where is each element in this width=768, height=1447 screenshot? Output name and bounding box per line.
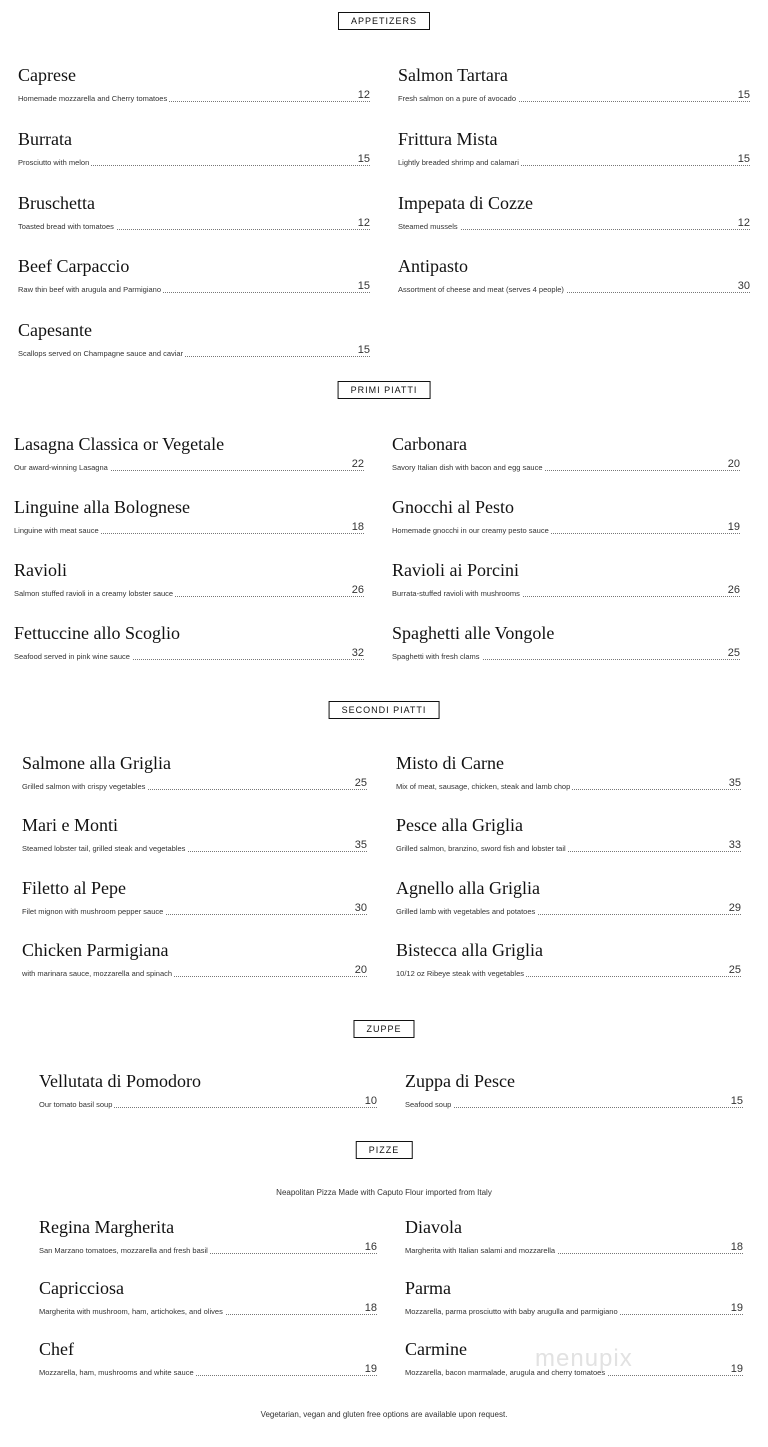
menu-item [18,64,370,102]
item-name: Pesce alla Griglia [396,815,523,835]
item-price: 30 [354,902,367,914]
item-description: Mozzarella, parma prosciutto with baby arugulla and parmigiano [405,1307,618,1316]
item-description: Toasted bread with tomatoes [18,222,114,231]
item-name: Agnello alla Griglia [396,878,540,898]
item-name: Ravioli ai Porcini [392,560,519,580]
item-price: 12 [357,217,370,229]
item-price: 12 [357,89,370,101]
item-name: Misto di Carne [396,753,504,773]
item-price: 16 [364,1241,377,1253]
item-price: 15 [357,344,370,356]
section-header-primi-piatti: PRIMI PIATTI [338,381,431,399]
section-header-pizze: PIZZE [356,1141,413,1159]
item-name: Vellutata di Pomodoro [39,1071,201,1091]
section-header-secondi-piatti: SECONDI PIATTI [329,701,440,719]
item-description: Grilled salmon, branzino, sword fish and lobster tail [396,844,566,853]
item-price: 26 [727,584,740,596]
item-description: 10/12 oz Ribeye steak with vegetables [396,969,524,978]
item-price: 19 [727,521,740,533]
menu-item [405,1216,743,1254]
item-description: Margherita with mushroom, ham, artichokes, and olives [39,1307,223,1316]
item-price: 30 [737,280,750,292]
menu-item [39,1070,377,1108]
item-price: 19 [730,1302,743,1314]
menu-item [396,939,741,977]
item-description: Seafood served in pink wine sauce [14,652,130,661]
item-name: Fettuccine allo Scoglio [14,623,180,643]
item-name: Salmon Tartara [398,65,508,85]
menu-item [39,1338,377,1376]
menu-item [398,255,750,293]
item-description: Fresh salmon on a pure of avocado [398,94,516,103]
item-description: with marinara sauce, mozzarella and spinach [22,969,173,978]
item-name: Chef [39,1339,74,1359]
item-name: Diavola [405,1217,462,1237]
item-price: 10 [364,1095,377,1107]
item-price: 22 [351,458,364,470]
menu-item [14,559,364,597]
item-description: Filet mignon with mushroom pepper sauce [22,907,164,916]
menu-item [396,752,741,790]
item-price: 35 [354,839,367,851]
item-price: 19 [730,1363,743,1375]
menu-item [405,1070,743,1108]
item-name: Mari e Monti [22,815,118,835]
item-description: Lightly breaded shrimp and calamari [398,158,519,167]
menu-item [14,622,364,660]
menu-item [392,622,740,660]
item-description: Savory Italian dish with bacon and egg sauce [392,463,543,472]
menu-item [22,814,367,852]
item-name: Linguine alla Bolognese [14,497,190,517]
item-name: Zuppa di Pesce [405,1071,515,1091]
menu-item [39,1277,377,1315]
item-price: 26 [351,584,364,596]
item-description: Assortment of cheese and meat (serves 4 people) [398,285,564,294]
item-price: 20 [354,964,367,976]
menu-item [405,1277,743,1315]
item-name: Caprese [18,65,76,85]
item-price: 15 [730,1095,743,1107]
menu-item [392,496,740,534]
section-header-appetizers: APPETIZERS [338,12,430,30]
item-price: 15 [357,280,370,292]
section-header-zuppe: ZUPPE [353,1020,414,1038]
menu-item [396,814,741,852]
item-name: Chicken Parmigiana [22,940,169,960]
menu-item [18,255,370,293]
item-price: 25 [727,647,740,659]
menu-item [14,496,364,534]
item-description: Grilled salmon with crispy vegetables [22,782,146,791]
item-description: Our tomato basil soup [39,1100,113,1109]
item-name: Bistecca alla Griglia [396,940,543,960]
item-name: Filetto al Pepe [22,878,126,898]
menu-item [398,128,750,166]
item-description: Steamed mussels [398,222,458,231]
item-name: Antipasto [398,256,468,276]
item-description: Mix of meat, sausage, chicken, steak and lamb chop [396,782,571,791]
item-price: 33 [728,839,741,851]
item-price: 25 [354,777,367,789]
item-name: Spaghetti alle Vongole [392,623,555,643]
menu-item [22,939,367,977]
menu-item [22,752,367,790]
item-price: 18 [730,1241,743,1253]
item-description: Burrata-stuffed ravioli with mushrooms [392,589,520,598]
item-name: Bruschetta [18,193,95,213]
item-price: 29 [728,902,741,914]
item-name: Salmone alla Griglia [22,753,171,773]
item-price: 15 [737,89,750,101]
item-description: Scallops served on Champagne sauce and caviar [18,349,184,358]
item-name: Capesante [18,320,92,340]
item-description: Seafood soup [405,1100,452,1109]
item-description: Steamed lobster tail, grilled steak and vegetables [22,844,186,853]
menu-item [39,1216,377,1254]
item-name: Regina Margherita [39,1217,175,1237]
menu-item [392,433,740,471]
item-price: 15 [357,153,370,165]
item-price: 15 [737,153,750,165]
item-name: Ravioli [14,560,67,580]
menu-item [18,319,370,357]
item-price: 18 [351,521,364,533]
menu-item [14,433,364,471]
item-name: Burrata [18,129,72,149]
menu-item [392,559,740,597]
item-price: 20 [727,458,740,470]
item-price: 19 [364,1363,377,1375]
pizze-note: Neapolitan Pizza Made with Caputo Flour imported from Italy [276,1188,492,1197]
item-name: Carmine [405,1339,467,1359]
menu-item [398,192,750,230]
item-description: Homemade mozzarella and Cherry tomatoes [18,94,168,103]
item-name: Capricciosa [39,1278,124,1298]
item-price: 18 [364,1302,377,1314]
item-name: Frittura Mista [398,129,498,149]
item-name: Parma [405,1278,451,1298]
item-price: 12 [737,217,750,229]
item-description: Mozzarella, bacon marmalade, arugula and cherry tomatoes [405,1368,606,1377]
item-name: Impepata di Cozze [398,193,533,213]
item-description: Linguine with meat sauce [14,526,99,535]
menu-item [18,128,370,166]
item-price: 32 [351,647,364,659]
menu-item [22,877,367,915]
item-price: 25 [728,964,741,976]
item-description: Raw thin beef with arugula and Parmigiano [18,285,162,294]
item-description: Margherita with Italian salami and mozzarella [405,1246,556,1255]
item-description: Grilled lamb with vegetables and potatoes [396,907,536,916]
item-name: Gnocchi al Pesto [392,497,514,517]
item-description: Mozzarella, ham, mushrooms and white sauce [39,1368,194,1377]
item-description: San Marzano tomatoes, mozzarella and fresh basil [39,1246,208,1255]
menu-item [396,877,741,915]
item-description: Prosciutto with melon [18,158,90,167]
footer-note: Vegetarian, vegan and gluten free options are available upon request. [260,1410,508,1419]
item-price: 35 [728,777,741,789]
item-name: Lasagna Classica or Vegetale [14,434,225,454]
item-description: Homemade gnocchi in our creamy pesto sauce [392,526,549,535]
menu-item [398,64,750,102]
item-description: Salmon stuffed ravioli in a creamy lobster sauce [14,589,174,598]
item-description: Our award-winning Lasagna [14,463,108,472]
item-name: Beef Carpaccio [18,256,130,276]
watermark-logo: menupix [535,1345,633,1372]
item-name: Carbonara [392,434,467,454]
menu-item [18,192,370,230]
item-description: Spaghetti with fresh clams [392,652,480,661]
